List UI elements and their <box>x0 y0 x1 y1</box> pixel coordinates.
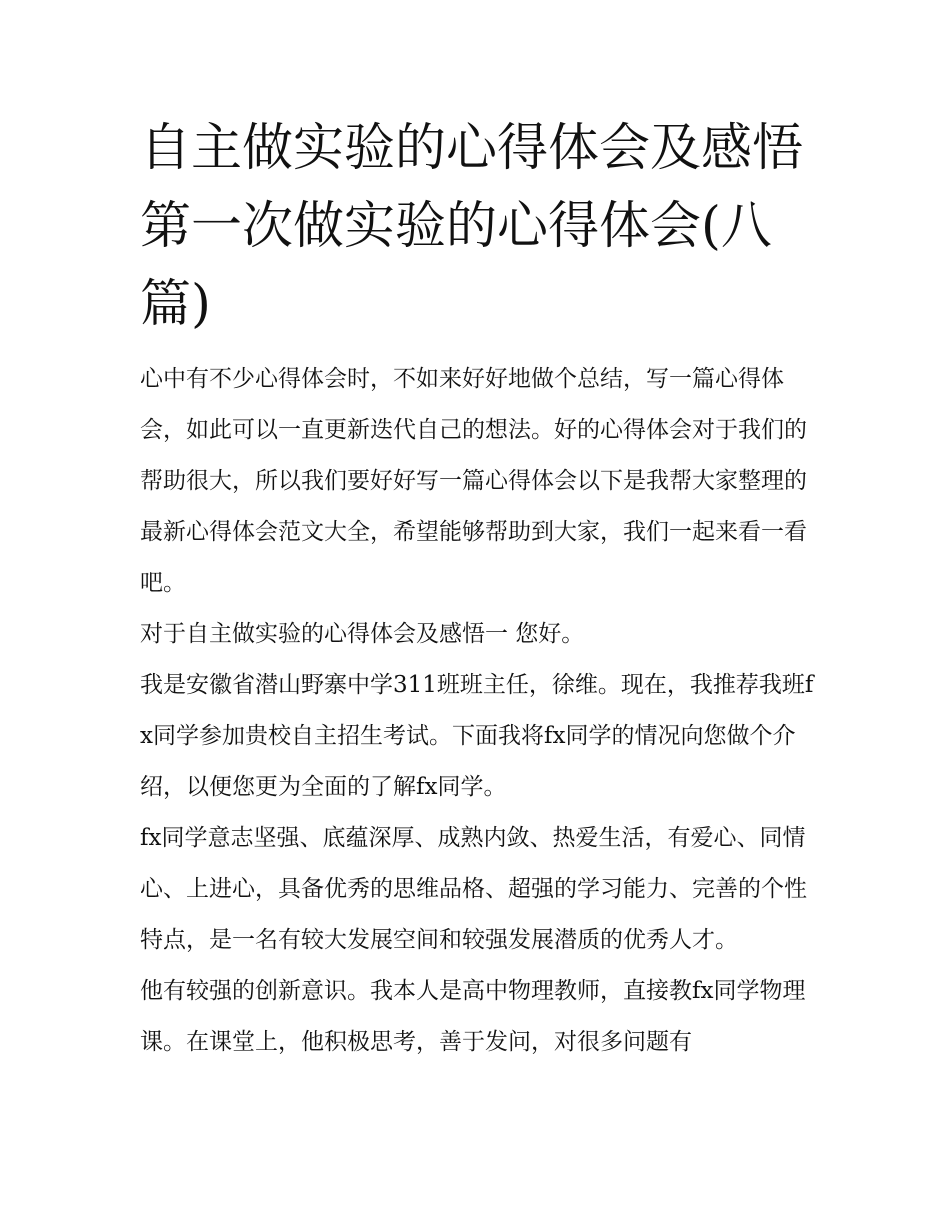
paragraph-innovation: 他有较强的创新意识。我本人是高中物理教师，直接教fx同学物理课。在课堂上，他积极思考，善于发问，对很多问题有 <box>140 978 806 1055</box>
document-title: 自主做实验的心得体会及感悟第一次做实验的心得体会(八篇) <box>140 119 804 334</box>
paragraph-teacher-intro: 我是安徽省潜山野寨中学311班班主任，徐维。现在，我推荐我班fx同学参加贵校自主招生考试。下面我将fx同学的情况向您做个介绍，以便您更为全面的了解fx同学。 <box>140 672 814 800</box>
paragraph-intro: 心中有不少心得体会时，不如来好好地做个总结，写一篇心得体会，如此可以一直更新迭代自己的想法。好的心得体会对于我们的帮助很大，所以我们要好好写一篇心得体会以下是我帮大家整理的最新心得体会范文大全，希望能够帮助到大家，我们一起来看一看吧。 <box>140 366 807 596</box>
paragraph-heading-one: 对于自主做实验的心得体会及感悟一 您好。 <box>140 621 585 647</box>
document-page <box>140 110 820 1068</box>
paragraph-student-traits: fx同学意志坚强、底蕴深厚、成熟内敛、热爱生活，有爱心、同情心、上进心，具备优秀的思维品格、超强的学习能力、完善的个性特点，是一名有较大发展空间和较强发展潜质的优秀人才。 <box>140 825 807 953</box>
